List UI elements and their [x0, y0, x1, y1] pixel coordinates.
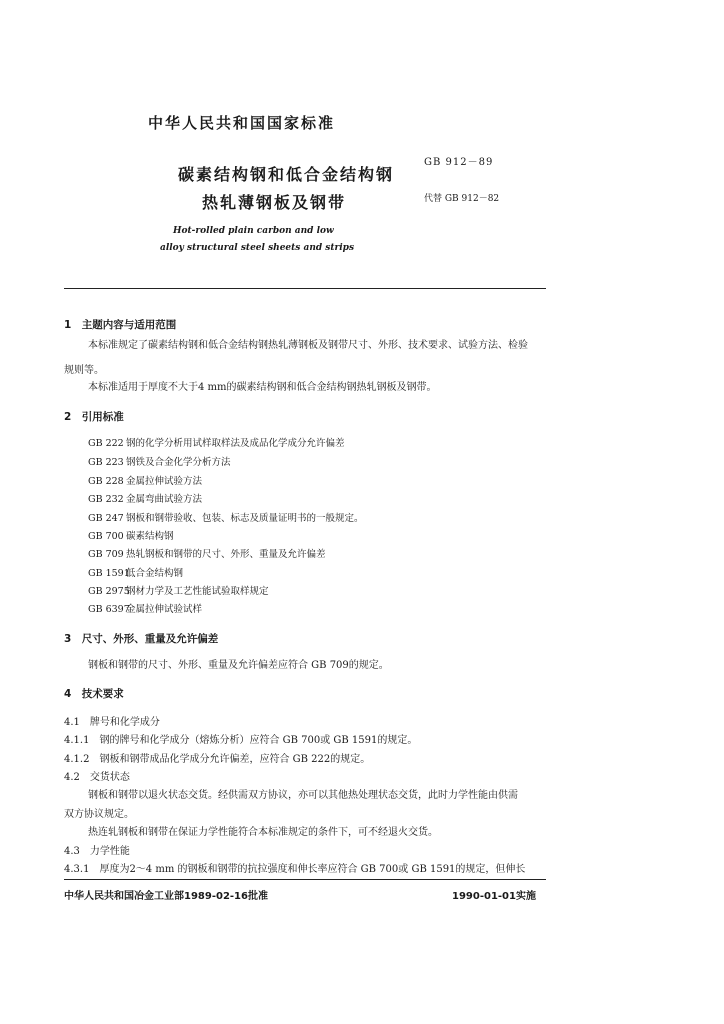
clause-4-1-1: 4.1.1 钢的牌号和化学成分（熔炼分析）应符合 GB 700或 GB 1591的规定。 — [64, 735, 418, 746]
reference-item — [88, 435, 345, 449]
clause-4-1: 4.1 牌号和化学成分 — [64, 717, 160, 728]
reference-item — [88, 528, 174, 542]
reference-title: 钢材力学及工艺性能试验取样规定 — [126, 586, 269, 597]
section1-para1-line2: 规则等。 — [64, 365, 104, 376]
issuing-organization: 中华人民共和国国家标准 — [148, 114, 336, 132]
approval-line: 中华人民共和国冶金工业部1989-02-16批准 — [64, 891, 268, 902]
reference-item — [88, 491, 202, 505]
section3-para: 钢板和钢带的尺寸、外形、重量及允许偏差应符合 GB 709的规定。 — [88, 660, 389, 671]
title-cn-line1: 碳素结构钢和低合金结构钢 — [178, 165, 395, 184]
clause-4-2-para1-line1: 钢板和钢带以退火状态交货。经供需双方协议，亦可以其他热处理状态交货，此时力学性能由供需 — [88, 790, 518, 801]
reference-item — [88, 565, 183, 579]
reference-title: 热轧钢板和钢带的尺寸、外形、重量及允许偏差 — [126, 549, 326, 560]
reference-title: 碳素结构钢 — [126, 531, 174, 542]
footer-rule — [64, 879, 546, 880]
standard-code: GB 912－89 — [424, 157, 494, 168]
reference-title: 金属弯曲试验方法 — [126, 494, 203, 505]
title-cn-line2: 热轧薄钢板及钢带 — [202, 193, 347, 212]
reference-code: GB 232 — [88, 494, 124, 505]
reference-code: GB 709 — [88, 549, 124, 560]
reference-title: 低合金结构钢 — [126, 568, 184, 579]
reference-title: 金属拉伸试验试样 — [126, 604, 203, 615]
clause-4-2-para2: 热连轧钢板和钢带在保证力学性能符合本标准规定的条件下，可不经退火交货。 — [88, 827, 438, 838]
reference-title: 钢铁及合金化学分析方法 — [126, 457, 231, 468]
reference-item — [88, 473, 202, 487]
clause-4-3: 4.3 力学性能 — [64, 846, 130, 857]
reference-code: GB 247 — [88, 513, 124, 524]
reference-item — [88, 546, 326, 560]
reference-title: 钢板和钢带验收、包装、标志及质量证明书的一般规定。 — [126, 513, 364, 524]
clause-4-2: 4.2 交货状态 — [64, 772, 130, 783]
section1-para1-line1: 本标准规定了碳素结构钢和低合金结构钢热轧薄钢板及钢带尺寸、外形、技术要求、试验方法、检验 — [88, 340, 528, 351]
header-rule — [64, 288, 546, 289]
section1-heading: 1 主题内容与适用范围 — [64, 319, 177, 331]
reference-item — [88, 601, 202, 615]
reference-code: GB 1591 — [88, 568, 130, 579]
clause-4-2-para1-line2: 双方协议规定。 — [64, 809, 134, 820]
reference-code: GB 2975 — [88, 586, 130, 597]
replaces-standard: 代替 GB 912－82 — [424, 194, 500, 204]
section3-heading: 3 尺寸、外形、重量及允许偏差 — [64, 633, 219, 645]
reference-item — [88, 510, 364, 524]
reference-code: GB 228 — [88, 476, 124, 487]
effective-date: 1990-01-01实施 — [452, 891, 536, 902]
section4-heading: 4 技术要求 — [64, 688, 124, 700]
reference-item — [88, 583, 269, 597]
reference-code: GB 700 — [88, 531, 124, 542]
section2-heading: 2 引用标准 — [64, 411, 124, 423]
reference-title: 金属拉伸试验方法 — [126, 476, 203, 487]
clause-4-1-2: 4.1.2 钢板和钢带成品化学成分允许偏差，应符合 GB 222的规定。 — [64, 754, 371, 765]
reference-code: GB 222 — [88, 438, 124, 449]
reference-title: 钢的化学分析用试样取样法及成品化学成分允许偏差 — [126, 438, 345, 449]
section1-para2: 本标准适用于厚度不大于4 mm的碳素结构钢和低合金结构钢热轧钢板及钢带。 — [88, 382, 437, 393]
reference-code: GB 6397 — [88, 604, 130, 615]
reference-code: GB 223 — [88, 457, 124, 468]
title-en-line1: Hot-rolled plain carbon and low — [173, 226, 334, 236]
clause-4-3-1: 4.3.1 厚度为2～4 mm 的钢板和钢带的抗拉强度和伸长率应符合 GB 700或 GB 1591的规定，但伸长 — [64, 864, 526, 875]
reference-item — [88, 454, 231, 468]
title-en-line2: alloy structural steel sheets and strips — [160, 243, 355, 253]
